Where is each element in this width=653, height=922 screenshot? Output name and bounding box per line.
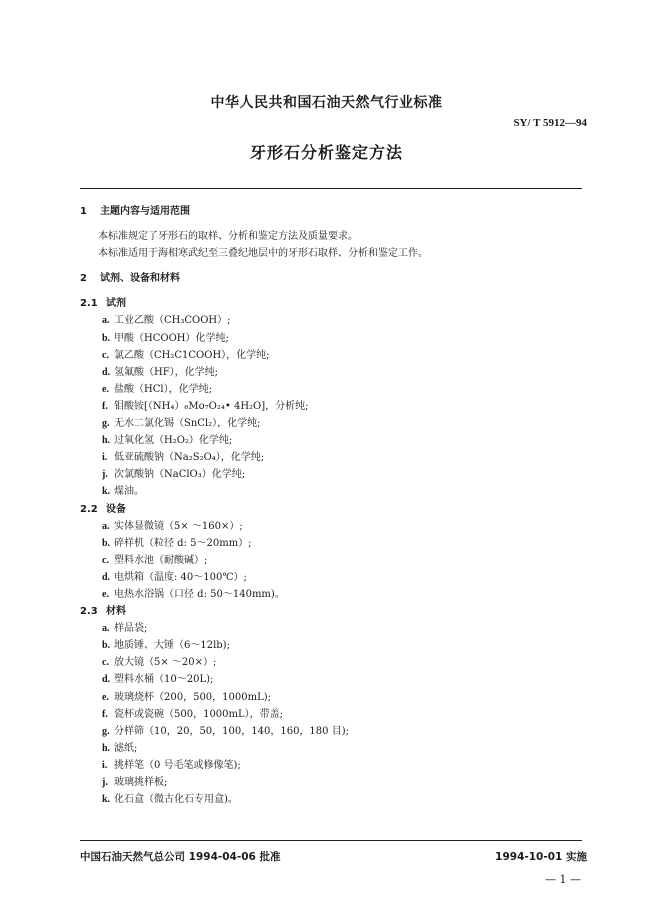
item-label: g.: [102, 725, 110, 737]
item-text: 塑料水桶（10～20L);: [114, 674, 214, 686]
section-number: 2: [80, 273, 87, 285]
list-item: [80, 774, 582, 791]
item-label: f.: [102, 400, 108, 412]
list-item: [80, 620, 582, 637]
subsection-2-2-heading: [80, 501, 582, 518]
section-1-heading: [80, 203, 582, 220]
item-text: 钼酸铵[（NH₄）₆Mo₇O₂₄• 4H₂O]，分析纯;: [114, 400, 309, 412]
item-text: 挑样笔（0 号毛笔或修像笔);: [114, 759, 241, 771]
item-text: 样品袋;: [114, 623, 148, 635]
list-item: [80, 466, 582, 483]
list-item: [80, 569, 582, 586]
item-text: 地质锤、大锤（6～12lb);: [114, 640, 230, 652]
item-text: 氢氟酸（HF），化学纯;: [114, 366, 219, 378]
item-text: 煤油。: [114, 486, 144, 498]
item-label: e.: [102, 383, 109, 395]
item-label: e.: [102, 588, 109, 600]
effective-date: 1994-10-01 实施: [495, 851, 587, 863]
item-text: 实体显微镜（5× ～160×）;: [114, 520, 243, 532]
item-label: h.: [102, 435, 111, 447]
list-item: [80, 432, 582, 449]
item-text: 碎样机（粒径 d: 5～20mm）;: [114, 537, 252, 549]
list-item: [80, 330, 582, 347]
item-label: c.: [102, 349, 109, 361]
item-label: c.: [102, 657, 109, 669]
item-label: k.: [102, 486, 111, 498]
list-item: [80, 689, 582, 706]
section-number: 2.3: [80, 606, 98, 618]
item-text: 无水二氯化锡（SnCl₂），化学纯;: [114, 418, 261, 430]
item-label: j.: [102, 777, 108, 788]
list-item: [80, 552, 582, 569]
list-item: [80, 381, 582, 398]
reagent-list: [80, 312, 582, 500]
page-number: — 1 —: [545, 873, 581, 886]
section-number: 2.1: [80, 298, 98, 310]
paragraph: 本标准适用于海相寒武纪至三叠纪地层中的牙形石取样、分析和鉴定工作。: [98, 248, 428, 260]
item-label: b.: [102, 332, 111, 344]
item-label: h.: [102, 742, 111, 754]
item-label: d.: [102, 571, 111, 583]
item-text: 氯乙酸（CH₂C1COOH），化学纯;: [114, 349, 270, 361]
list-item: [80, 637, 582, 654]
item-label: i.: [102, 759, 108, 771]
item-label: k.: [102, 794, 111, 806]
item-text: 塑料水池（耐酸碱）;: [114, 554, 208, 566]
item-label: c.: [102, 554, 109, 566]
list-item: [80, 347, 582, 364]
list-item: [80, 757, 582, 774]
section-2-heading: [80, 270, 582, 287]
item-label: f.: [102, 708, 108, 720]
item-text: 分样筛（10，20，50，100，140，160，180 目);: [114, 725, 349, 737]
subsection-2-1-heading: [80, 295, 582, 312]
item-text: 盐酸（HCl），化学纯;: [114, 383, 212, 395]
section-number: 1: [80, 206, 87, 217]
item-text: 工业乙酸（CH₃COOH）;: [114, 315, 231, 327]
footer-divider: [80, 840, 582, 841]
document-body: [80, 203, 582, 808]
section-title: 材料: [106, 606, 126, 618]
item-label: a.: [102, 520, 110, 532]
item-label: d.: [102, 674, 111, 686]
item-label: g.: [102, 418, 110, 430]
list-item: [80, 415, 582, 432]
item-label: b.: [102, 537, 111, 549]
list-item: [80, 706, 582, 723]
item-text: 化石盒（微古化石专用盒)。: [114, 794, 238, 806]
section-number: 2.2: [80, 503, 98, 515]
header-divider: [80, 188, 582, 189]
item-text: 过氧化氢（H₂O₂）化学纯;: [114, 435, 233, 447]
list-item: [80, 535, 582, 552]
list-item: [80, 518, 582, 535]
section-title: 试剂、设备和材料: [100, 273, 180, 285]
item-text: 玻璃烧杯（200，500，1000mL);: [114, 691, 272, 703]
list-item: [80, 723, 582, 740]
item-text: 甲酸（HCOOH）化学纯;: [114, 332, 229, 344]
list-item: [80, 671, 582, 688]
subsection-2-3-heading: [80, 603, 582, 620]
list-item: [80, 449, 582, 466]
approval-statement: 中国石油天然气总公司 1994-04-06 批准: [80, 851, 281, 863]
section-title: 主题内容与适用范围: [100, 206, 190, 217]
list-item: [80, 364, 582, 381]
org-standard-title: 中华人民共和国石油天然气行业标准: [210, 95, 443, 111]
item-label: d.: [102, 366, 111, 378]
item-label: a.: [102, 623, 110, 635]
list-item: [80, 586, 582, 603]
list-item: [80, 483, 582, 500]
item-label: i.: [102, 452, 108, 464]
equipment-list: [80, 518, 582, 603]
item-text: 放大镜（5× ～20×）;: [114, 657, 217, 669]
document-title: 牙形石分析鉴定方法: [249, 143, 403, 162]
list-item: [80, 398, 582, 415]
section-title: 试剂: [106, 298, 126, 310]
list-item: [80, 791, 582, 808]
item-text: 电热水浴锅（口径 d: 50～140mm)。: [114, 588, 285, 600]
standard-code: SY/ T 5912—94: [513, 117, 587, 129]
item-label: e.: [102, 691, 109, 703]
paragraph: 本标准规定了牙形石的取样、分析和鉴定方法及质量要求。: [98, 231, 358, 243]
materials-list: [80, 620, 582, 808]
item-text: 次氯酸钠（NaClO₃）化学纯;: [114, 469, 246, 481]
item-text: 瓷杯或瓷碗（500，1000mL），带盖;: [114, 708, 284, 720]
item-text: 滤纸;: [114, 742, 138, 754]
list-item: [80, 312, 582, 329]
item-label: b.: [102, 640, 111, 652]
item-text: 电烘箱（温度: 40～100℃）;: [114, 571, 247, 583]
list-item: [80, 740, 582, 757]
section-title: 设备: [106, 503, 126, 515]
item-label: j.: [102, 469, 108, 481]
item-label: a.: [102, 315, 110, 327]
item-text: 低亚硫酸钠（Na₂S₂O₄），化学纯;: [114, 452, 265, 464]
item-text: 玻璃挑样板;: [114, 777, 168, 788]
list-item: [80, 654, 582, 671]
